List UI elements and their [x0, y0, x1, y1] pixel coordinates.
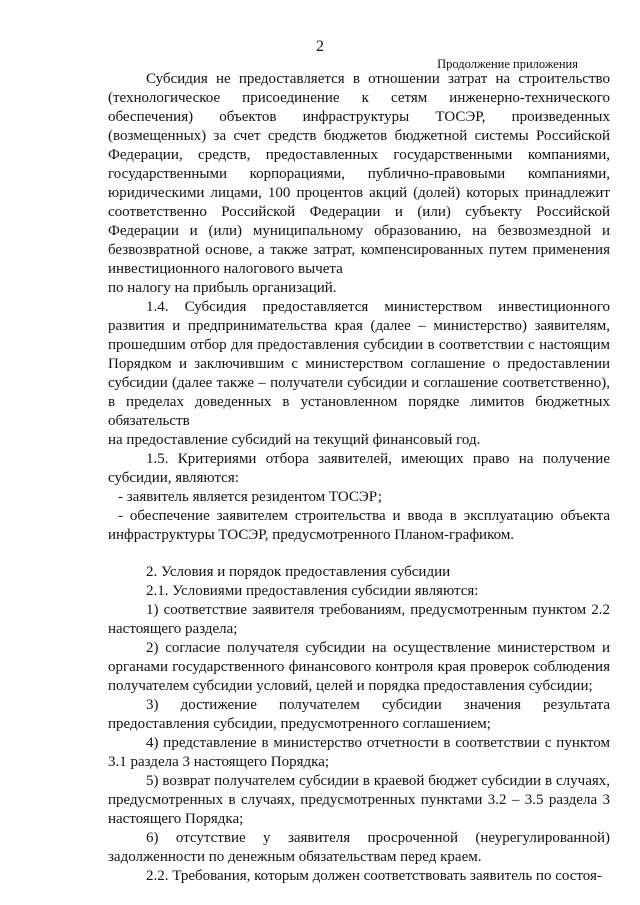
list-item: 4) представление в министерство отчетности в соответствии с пунктом 3.1 раздела 3 настоящего Порядка;	[108, 735, 610, 770]
list-item: 6) отсутствие у заявителя просроченной (неурегулированной) задолженности по денежным обязательствам перед краем.	[108, 830, 610, 865]
paragraph: Субсидия не предоставляется в отношении затрат на строительство (технологическое присоединение к сетям инженерно-технического обеспечения) объектов инфраструктуры ТОСЭР, произведенных (возмещенных) за счет средств бюджетов бюджетной системы Российской Федерации, средств, предоставленных государственными компаниями, государственными корпорациями, публично-правовыми компаниями, юридическими лицами, 100 процентов акций (долей) которых принадлежит соответственно Российской Федерации и (или) субъекту Российской Федерации и (или) муниципальному образованию, на безвозмездной и безвозвратной основе, а также затрат, компенсированных путем применения инвестиционного налогового вычета	[108, 71, 610, 277]
section-1-5: 1.5. Критериями отбора заявителей, имеющих право на получение субсидии, являются:	[108, 451, 610, 486]
section-heading: 2. Условия и порядок предоставления субсидии	[146, 564, 451, 580]
continuation-label: Продолжение приложения	[437, 57, 578, 71]
spacer	[108, 545, 610, 563]
paragraph: по налогу на прибыль организаций.	[108, 280, 337, 296]
page-number: 2	[316, 38, 324, 55]
section-1-4: 1.4. Субсидия предоставляется министерством инвестиционного развития и предпринимательства края (далее – министерство) заявителям, прошедшим отбор для предоставления субсидии в соответствии с настоящим Порядком и заключившим с министерством соглашение о предоставлении субсидии (далее также – получатели субсидии и соглашение соответственно), в пределах доведенных в установленном порядке лимитов бюджетных обязательств	[108, 299, 610, 429]
list-item: 1) соответствие заявителя требованиям, предусмотренным пунктом 2.2 настоящего раздела;	[108, 602, 610, 637]
document-body	[108, 70, 610, 886]
list-item: 3) достижение получателем субсидии значения результата предоставления субсидии, предусмотренного соглашением;	[108, 697, 610, 732]
section-2-2: 2.2. Требования, которым должен соответствовать заявитель по состоя-	[146, 868, 602, 884]
list-item: 5) возврат получателем субсидии в краевой бюджет субсидии в случаях, предусмотренных в случаях, предусмотренных пунктами 3.2 – 3.5 раздела 3 настоящего Порядка;	[108, 773, 610, 827]
list-item: - заявитель является резидентом ТОСЭР;	[118, 489, 382, 505]
list-item: - обеспечение заявителем строительства и ввода в эксплуатацию объекта инфраструктуры ТОСЭР, предусмотренного Планом-графиком.	[108, 508, 610, 543]
paragraph: на предоставление субсидий на текущий финансовый год.	[108, 432, 481, 448]
list-item: 2) согласие получателя субсидии на осуществление министерством и органами государственного финансового контроля края проверок соблюдения получателем субсидии условий, целей и порядка предоставления субсидии;	[108, 640, 610, 694]
section-2-1: 2.1. Условиями предоставления субсидии являются:	[146, 583, 479, 599]
